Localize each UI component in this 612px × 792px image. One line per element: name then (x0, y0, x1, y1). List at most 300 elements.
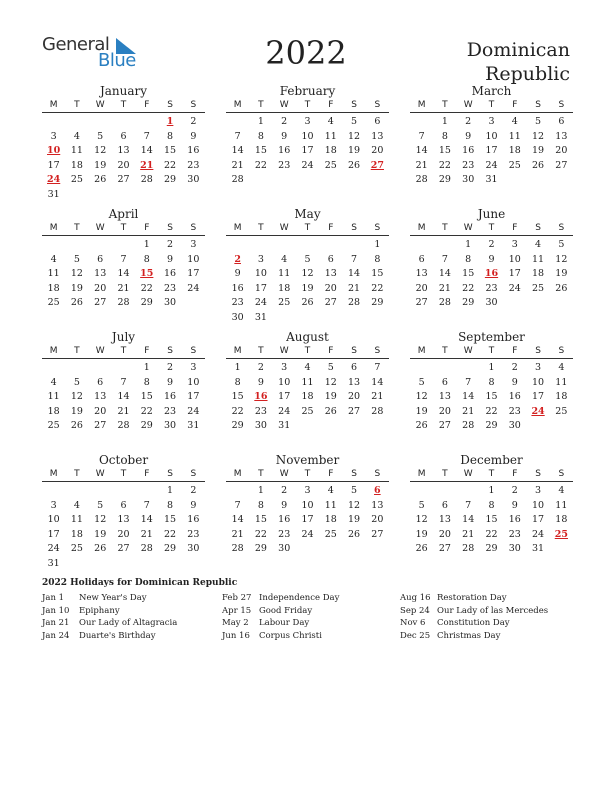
holiday-day-cell: 1 (166, 116, 174, 127)
brand-blue: Blue (98, 50, 136, 71)
weekday-label: S (558, 100, 565, 110)
weekday-label: F (512, 100, 518, 110)
weekday-header (226, 345, 389, 359)
day-cell: 8 (257, 499, 264, 511)
month-may (226, 207, 389, 325)
month-name: February (279, 84, 336, 98)
day-cell: 29 (485, 420, 498, 431)
day-cell: 27 (555, 159, 568, 171)
day-cell: 26 (348, 528, 361, 540)
day-cell: 12 (555, 253, 568, 265)
day-cell: 10 (485, 130, 498, 142)
day-cell: 24 (485, 159, 498, 171)
day-cell: 12 (70, 268, 83, 279)
day-grid (42, 238, 205, 311)
day-cell: 26 (301, 297, 314, 308)
day-cell: 4 (558, 485, 565, 496)
day-cell: 12 (94, 145, 107, 156)
weekday-label: T (74, 100, 80, 110)
weekday-label: T (442, 100, 448, 110)
day-cell: 26 (94, 543, 107, 554)
day-cell: 23 (508, 405, 521, 417)
weekday-header (410, 345, 573, 359)
day-cell: 1 (374, 239, 381, 250)
weekday-label: S (374, 469, 381, 479)
day-cell: 30 (187, 543, 200, 554)
holiday-day-cell: 25 (554, 528, 568, 540)
empty-cell (273, 238, 296, 253)
day-cell: 4 (281, 253, 288, 265)
empty-cell (65, 361, 88, 376)
day-cell: 16 (187, 514, 200, 525)
weekday-label: W (279, 100, 289, 110)
day-cell: 14 (117, 391, 130, 402)
day-cell: 18 (324, 514, 337, 525)
weekday-header (226, 468, 389, 482)
day-cell: 15 (485, 514, 498, 525)
day-cell: 14 (438, 268, 451, 279)
weekday-header (410, 99, 573, 113)
day-cell: 14 (415, 145, 428, 156)
day-cell: 18 (532, 268, 545, 279)
weekday-label: M (233, 223, 242, 233)
weekday-label: T (442, 223, 448, 233)
day-cell: 8 (257, 130, 264, 142)
day-cell: 6 (441, 499, 448, 511)
day-cell: 9 (190, 499, 197, 511)
day-cell: 11 (324, 130, 337, 142)
weekday-label: M (233, 346, 242, 356)
day-cell: 25 (324, 159, 337, 171)
day-cell: 21 (415, 159, 428, 171)
weekday-label: S (374, 100, 381, 110)
day-cell: 8 (167, 499, 174, 511)
day-cell: 17 (532, 514, 545, 525)
holiday-date: Jun 16 (222, 630, 250, 641)
day-cell: 6 (441, 376, 448, 388)
day-cell: 16 (187, 145, 200, 156)
empty-cell (433, 238, 456, 253)
day-cell: 8 (167, 130, 174, 142)
brand-general: General (42, 34, 110, 55)
day-cell: 4 (511, 116, 518, 127)
day-cell: 1 (143, 362, 150, 373)
month-august (226, 330, 389, 434)
day-cell: 3 (511, 239, 518, 250)
weekday-label: F (328, 346, 334, 356)
holidays-title: 2022 Holidays for Dominican Republic (42, 578, 238, 588)
weekday-label: M (233, 469, 242, 479)
day-cell: 27 (371, 528, 384, 540)
day-cell: 14 (117, 268, 130, 279)
holiday-date: Jan 10 (42, 605, 70, 616)
holiday-name: Corpus Christi (259, 630, 322, 641)
weekday-label: F (328, 223, 334, 233)
day-cell: 14 (140, 145, 153, 156)
day-cell: 28 (231, 543, 244, 554)
day-cell: 5 (351, 485, 358, 496)
day-cell: 23 (164, 405, 177, 417)
weekday-label: W (463, 346, 473, 356)
day-cell: 10 (278, 376, 291, 388)
day-cell: 13 (94, 268, 107, 279)
day-cell: 24 (187, 282, 200, 294)
weekday-label: W (279, 223, 289, 233)
weekday-label: W (463, 223, 473, 233)
month-september (410, 330, 573, 434)
day-cell: 17 (187, 391, 200, 402)
day-cell: 29 (164, 543, 177, 554)
empty-cell (89, 238, 112, 253)
day-cell: 31 (278, 420, 291, 431)
weekday-label: W (95, 100, 105, 110)
weekday-header (226, 222, 389, 236)
holiday-date: May 2 (222, 618, 249, 628)
weekday-label: F (144, 100, 150, 110)
day-cell: 22 (438, 159, 451, 171)
holiday-item (42, 630, 177, 643)
day-cell: 12 (70, 391, 83, 402)
day-cell: 8 (465, 253, 472, 265)
day-cell: 5 (535, 116, 542, 127)
day-cell: 21 (462, 405, 475, 417)
day-cell: 10 (508, 253, 521, 265)
day-cell: 2 (281, 485, 288, 496)
day-cell: 28 (117, 297, 130, 308)
day-cell: 10 (301, 499, 314, 511)
empty-cell (410, 115, 433, 130)
day-cell: 27 (324, 297, 337, 308)
day-cell: 27 (438, 420, 451, 431)
day-cell: 30 (164, 420, 177, 431)
day-cell: 17 (47, 528, 60, 540)
month-december (410, 453, 573, 557)
day-cell: 11 (47, 268, 60, 279)
day-cell: 7 (234, 499, 241, 511)
day-grid (226, 484, 389, 557)
weekday-label: T (304, 223, 311, 233)
day-grid (410, 484, 573, 557)
day-grid (42, 115, 205, 202)
day-cell: 13 (438, 391, 451, 402)
day-cell: 19 (415, 405, 428, 417)
holiday-day-cell: 10 (47, 145, 61, 156)
day-cell: 19 (348, 145, 361, 156)
day-cell: 8 (488, 376, 495, 388)
month-january (42, 84, 205, 202)
day-cell: 9 (234, 268, 241, 279)
day-cell: 18 (278, 282, 291, 294)
day-cell: 16 (462, 145, 475, 156)
day-cell: 30 (187, 174, 200, 185)
day-cell: 16 (164, 268, 177, 279)
day-cell: 1 (234, 362, 241, 373)
day-cell: 6 (120, 130, 127, 142)
day-cell: 1 (488, 362, 495, 373)
weekday-header (42, 345, 205, 359)
day-cell: 7 (120, 376, 127, 388)
weekday-label: T (74, 469, 80, 479)
day-cell: 10 (301, 130, 314, 142)
day-cell: 23 (485, 282, 498, 294)
day-cell: 26 (348, 159, 361, 171)
day-cell: 8 (488, 499, 495, 511)
weekday-label: S (558, 469, 565, 479)
day-cell: 21 (438, 282, 451, 294)
day-grid (42, 484, 205, 571)
day-cell: 8 (234, 376, 241, 388)
holiday-item (222, 605, 339, 618)
day-cell: 5 (327, 362, 334, 373)
empty-cell (135, 115, 158, 130)
day-cell: 26 (532, 159, 545, 171)
day-cell: 6 (97, 253, 104, 265)
weekday-label: T (120, 346, 127, 356)
day-cell: 17 (532, 391, 545, 402)
day-cell: 16 (508, 391, 521, 402)
weekday-label: W (463, 469, 473, 479)
day-cell: 31 (47, 557, 60, 569)
weekday-label: S (167, 469, 173, 479)
empty-cell (226, 115, 249, 130)
holiday-name: Our Lady of Altagracia (79, 618, 178, 628)
day-cell: 28 (348, 297, 361, 308)
day-cell: 20 (117, 528, 130, 540)
day-cell: 30 (508, 420, 521, 431)
day-cell: 8 (143, 253, 150, 265)
day-cell: 6 (120, 499, 127, 511)
day-cell: 3 (50, 499, 57, 511)
day-cell: 12 (324, 376, 337, 388)
day-cell: 12 (301, 268, 314, 279)
day-cell: 21 (117, 282, 130, 294)
day-cell: 5 (418, 376, 425, 388)
day-cell: 2 (488, 239, 495, 250)
day-cell: 11 (555, 499, 568, 511)
day-cell: 24 (532, 528, 545, 540)
day-cell: 4 (73, 499, 80, 511)
weekday-label: S (374, 223, 381, 233)
day-cell: 9 (190, 130, 197, 142)
holiday-date: Sep 24 (400, 605, 430, 616)
day-cell: 21 (231, 528, 244, 540)
day-cell: 17 (301, 514, 314, 525)
day-cell: 19 (348, 514, 361, 525)
weekday-label: F (328, 100, 334, 110)
day-cell: 11 (555, 376, 568, 388)
day-cell: 18 (70, 159, 83, 171)
day-cell: 28 (462, 543, 475, 554)
holiday-date: Feb 27 (222, 593, 252, 603)
day-cell: 1 (441, 116, 448, 127)
day-cell: 26 (94, 174, 107, 185)
day-cell: 23 (231, 297, 244, 308)
day-cell: 5 (351, 116, 358, 127)
weekday-header (410, 468, 573, 482)
month-name: March (471, 84, 512, 98)
day-cell: 24 (508, 282, 521, 294)
day-cell: 13 (438, 514, 451, 525)
weekday-label: T (74, 346, 80, 356)
empty-cell (89, 115, 112, 130)
day-cell: 2 (511, 485, 518, 496)
holiday-day-cell: 16 (254, 391, 268, 402)
empty-cell (249, 238, 272, 253)
day-cell: 28 (462, 420, 475, 431)
day-cell: 31 (187, 420, 200, 431)
day-cell: 15 (254, 514, 267, 525)
month-name: May (294, 207, 321, 221)
holiday-name: New Year's Day (79, 593, 147, 603)
day-cell: 10 (47, 514, 60, 525)
day-cell: 28 (438, 297, 451, 308)
weekday-label: M (417, 223, 426, 233)
day-cell: 5 (73, 376, 80, 388)
day-cell: 16 (278, 514, 291, 525)
holiday-day-cell: 16 (484, 268, 499, 279)
holiday-day-cell: 27 (370, 159, 384, 171)
day-cell: 30 (278, 543, 291, 554)
weekday-label: F (328, 469, 334, 479)
day-cell: 7 (465, 499, 472, 511)
weekday-label: W (95, 346, 105, 356)
day-cell: 17 (254, 282, 267, 294)
empty-cell (65, 115, 88, 130)
day-cell: 18 (70, 528, 83, 540)
empty-cell (433, 361, 456, 376)
day-cell: 14 (462, 514, 475, 525)
day-cell: 5 (558, 239, 565, 250)
day-cell: 21 (371, 391, 384, 402)
empty-cell (89, 484, 112, 499)
empty-cell (410, 361, 433, 376)
day-cell: 4 (327, 116, 334, 127)
day-cell: 30 (462, 174, 475, 185)
day-cell: 6 (327, 253, 334, 265)
weekday-label: S (535, 100, 541, 110)
day-cell: 9 (281, 499, 288, 511)
day-cell: 26 (415, 420, 428, 431)
weekday-label: S (190, 100, 197, 110)
day-cell: 15 (371, 268, 384, 279)
day-cell: 23 (278, 528, 291, 540)
day-cell: 6 (97, 376, 104, 388)
day-cell: 6 (558, 116, 565, 127)
day-cell: 25 (508, 159, 521, 171)
day-cell: 11 (508, 130, 521, 142)
weekday-label: T (488, 469, 495, 479)
day-cell: 23 (187, 528, 200, 540)
day-cell: 20 (415, 282, 428, 294)
day-cell: 20 (348, 391, 361, 402)
day-grid (42, 361, 205, 434)
holiday-name: Independence Day (259, 593, 340, 603)
day-cell: 19 (324, 391, 337, 402)
holiday-item (222, 592, 339, 605)
day-cell: 13 (117, 145, 130, 156)
weekday-label: T (258, 346, 264, 356)
weekday-label: S (558, 346, 565, 356)
day-cell: 19 (94, 159, 107, 171)
empty-cell (296, 238, 319, 253)
month-october (42, 453, 205, 571)
day-cell: 29 (140, 420, 153, 431)
empty-cell (319, 238, 342, 253)
holiday-date: Apr 15 (222, 605, 252, 616)
day-cell: 21 (348, 282, 361, 294)
day-cell: 9 (167, 253, 174, 265)
day-cell: 28 (117, 420, 130, 431)
holiday-name: Good Friday (259, 605, 313, 616)
day-cell: 8 (374, 253, 381, 265)
weekday-label: S (190, 469, 197, 479)
day-cell: 4 (50, 376, 57, 388)
weekday-label: S (351, 346, 357, 356)
day-cell: 15 (254, 145, 267, 156)
day-cell: 14 (348, 268, 361, 279)
weekday-label: T (120, 100, 127, 110)
month-name: September (458, 330, 525, 344)
empty-cell (410, 238, 433, 253)
empty-cell (42, 238, 65, 253)
weekday-label: M (49, 223, 58, 233)
day-cell: 3 (304, 116, 311, 127)
holiday-item (42, 592, 177, 605)
holiday-name: Our Lady of las Mercedes (437, 605, 549, 616)
day-cell: 4 (304, 362, 311, 373)
day-cell: 16 (164, 391, 177, 402)
empty-cell (42, 484, 65, 499)
day-cell: 4 (50, 253, 57, 265)
day-cell: 7 (143, 130, 150, 142)
day-cell: 20 (438, 405, 451, 417)
day-cell: 19 (94, 528, 107, 540)
day-cell: 19 (555, 268, 568, 279)
day-cell: 28 (140, 543, 153, 554)
weekday-label: T (488, 100, 495, 110)
holiday-date: Dec 25 (400, 630, 431, 641)
day-cell: 29 (164, 174, 177, 185)
day-cell: 1 (257, 485, 264, 496)
day-cell: 10 (532, 376, 545, 388)
weekday-label: T (488, 346, 495, 356)
holiday-item (222, 630, 339, 643)
day-cell: 17 (187, 268, 200, 279)
weekday-label: T (304, 469, 311, 479)
day-cell: 25 (324, 528, 337, 540)
empty-cell (226, 484, 249, 499)
day-cell: 13 (348, 376, 361, 388)
day-cell: 2 (281, 116, 288, 127)
day-cell: 7 (120, 253, 127, 265)
day-cell: 13 (94, 391, 107, 402)
holidays-column (400, 592, 548, 642)
weekday-label: S (167, 346, 173, 356)
country-name (467, 38, 570, 86)
day-cell: 7 (418, 130, 425, 142)
weekday-label: T (120, 469, 127, 479)
day-cell: 30 (254, 420, 267, 431)
day-cell: 11 (70, 514, 83, 525)
day-cell: 5 (304, 253, 311, 265)
day-cell: 22 (462, 282, 475, 294)
day-cell: 25 (555, 405, 568, 417)
day-cell: 22 (164, 159, 177, 171)
day-cell: 23 (187, 159, 200, 171)
day-cell: 31 (47, 188, 60, 200)
weekday-label: S (374, 346, 381, 356)
day-grid (226, 361, 389, 434)
